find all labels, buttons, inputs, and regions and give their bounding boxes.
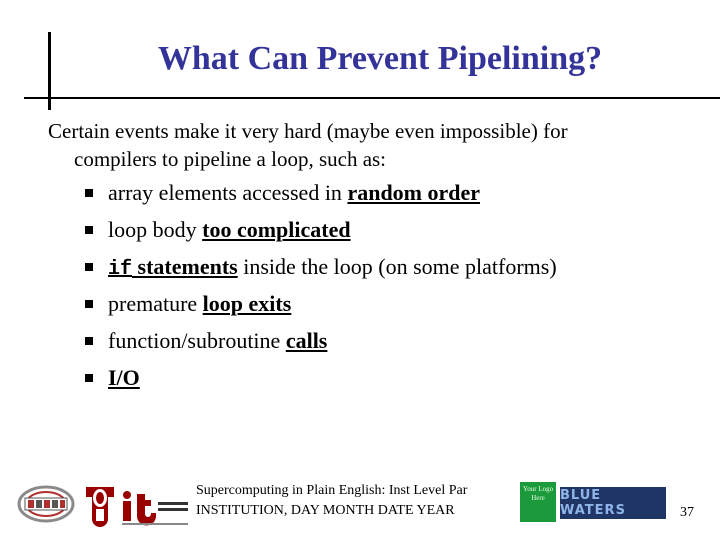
bullet-item: premature loop exits	[84, 289, 557, 326]
bullet-square-icon	[85, 374, 93, 382]
intro-text	[48, 117, 688, 173]
footer-line-1: Supercomputing in Plain English: Inst Level Par	[196, 483, 468, 498]
intro-line-1: Certain events make it very hard (maybe even impossible) for	[48, 119, 568, 143]
bullet-item: function/subroutine calls	[84, 326, 557, 363]
blue-waters-logo: BLUE WATERS	[560, 487, 666, 519]
bullet-square-icon	[85, 337, 93, 345]
oscer-logo	[17, 484, 75, 524]
bullet-square-icon	[85, 226, 93, 234]
bullet-list	[84, 178, 557, 400]
your-logo-placeholder: Your Logo Here	[520, 482, 556, 522]
slide-number: 37	[680, 505, 694, 520]
bullet-item: I/O	[84, 363, 557, 400]
bullet-item: array elements accessed in random order	[84, 178, 557, 215]
ou-logo	[82, 483, 118, 527]
slide-title: What Can Prevent Pipelining?	[157, 40, 603, 77]
bullet-item: if statements inside the loop (on some platforms)	[84, 252, 557, 289]
bullet-square-icon	[85, 300, 93, 308]
footer-text	[196, 481, 486, 521]
title-rule-horizontal	[24, 97, 720, 99]
bullet-square-icon	[85, 263, 93, 271]
it-logo	[120, 486, 190, 526]
bullet-square-icon	[85, 189, 93, 197]
bullet-item: loop body too complicated	[84, 215, 557, 252]
intro-line-2: compilers to pipeline a loop, such as:	[74, 147, 387, 171]
footer-line-2: INSTITUTION, DAY MONTH DATE YEAR	[196, 503, 455, 518]
